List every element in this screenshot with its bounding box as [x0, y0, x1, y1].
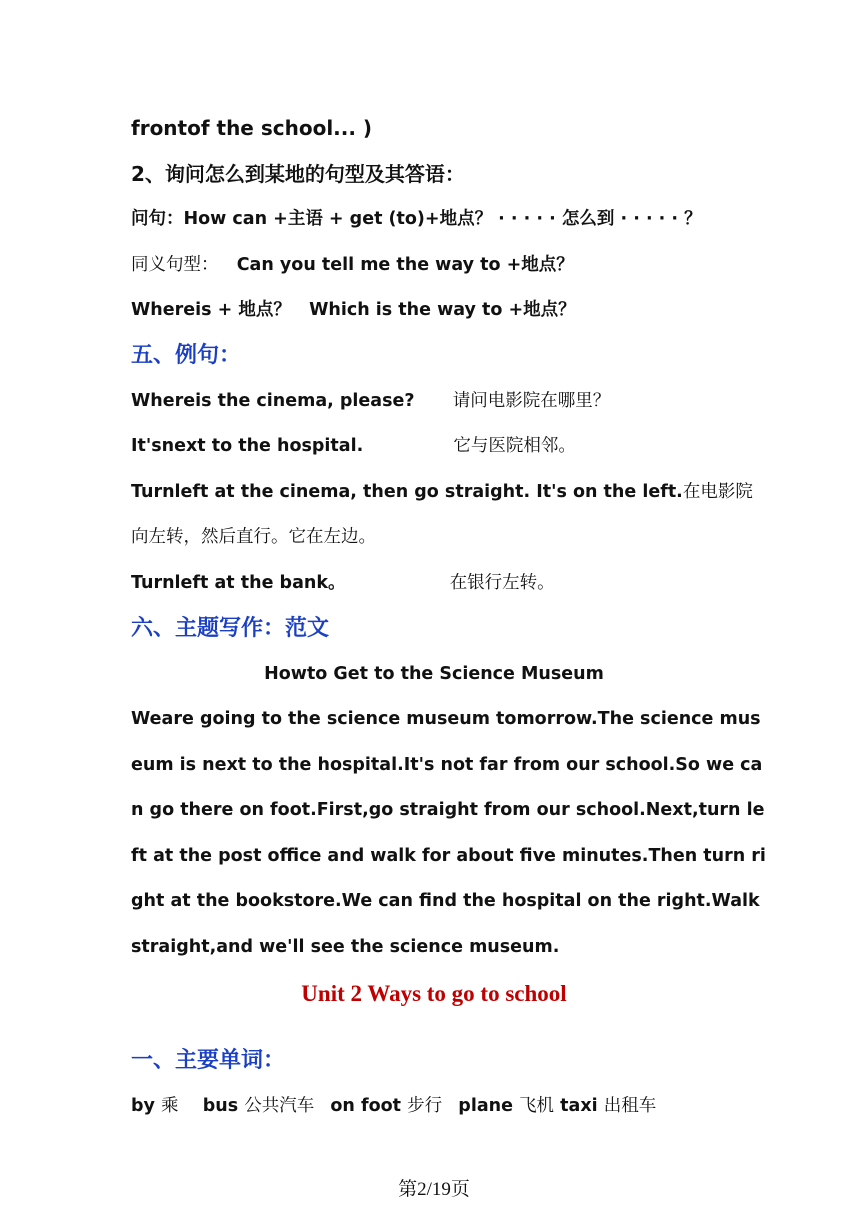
- word-en: on foot: [330, 1096, 402, 1116]
- subsection-title: 2、询问怎么到某地的句型及其答语：: [131, 162, 465, 186]
- word-cn: 乘: [161, 1096, 179, 1116]
- section-heading-writing: 六、主题写作：范文: [131, 616, 330, 641]
- essay-line: Weare going to the science museum tomorrow.The science mus: [131, 709, 761, 729]
- example-english: Turnleft at the cinema, then go straight. It's on the left.: [131, 482, 683, 502]
- word-en: taxi: [560, 1096, 598, 1116]
- word-en: by: [131, 1096, 155, 1116]
- example-chinese-continued: [131, 525, 376, 549]
- example-chinese: 在银行左转。: [449, 573, 555, 593]
- example-english: It'snext to the hospital.: [131, 436, 364, 456]
- section-heading-examples: 五、例句：: [131, 343, 242, 368]
- synonym-sentence: Can you tell me the way to +地点？: [236, 255, 574, 275]
- example-chinese: 请问电影院在哪里？: [452, 391, 611, 411]
- example-sentence: [131, 480, 753, 504]
- synonym-pattern: [131, 253, 574, 277]
- question-pattern: 问句：How can +主语 + get (to)+地点？ · · · · · 怎么到 · · · · · ？: [131, 209, 702, 229]
- page-number: 第2/19页: [398, 1179, 470, 1200]
- word-cn: 步行: [407, 1096, 443, 1116]
- example-english: Turnleft at the bank。: [131, 573, 346, 593]
- unit-title: Unit 2 Ways to go to school: [301, 981, 567, 1006]
- essay-line: straight,and we'll see the science museum.: [131, 937, 560, 957]
- section-heading-vocabulary: 一、主要单词：: [131, 1048, 286, 1073]
- example-chinese: 它与医院相邻。: [453, 436, 576, 456]
- example-english: Whereis the cinema, please?: [131, 391, 415, 411]
- example-chinese: 在电影院: [682, 482, 753, 502]
- vocabulary-line: [131, 1094, 656, 1118]
- essay-line: eum is next to the hospital.It's not far from our school.So we ca: [131, 755, 763, 775]
- example-sentence: [131, 389, 610, 413]
- essay-line: n go there on foot.First,go straight from our school.Next,turn le: [131, 800, 765, 820]
- essay-line: ft at the post office and walk for about five minutes.Then turn ri: [131, 846, 766, 866]
- word-cn: 飞机: [519, 1096, 555, 1116]
- word-cn: 出租车: [603, 1096, 657, 1116]
- example-chinese: 向左转，然后直行。它在左边。: [131, 527, 376, 547]
- essay-line: ght at the bookstore.We can find the hospital on the right.Walk: [131, 891, 760, 911]
- synonym-label: 同义句型：: [131, 255, 219, 275]
- word-cn: 公共汽车: [244, 1096, 315, 1116]
- essay-title: Howto Get to the Science Museum: [264, 664, 604, 684]
- example-sentence: [131, 434, 576, 458]
- where-is-pattern: Whereis + 地点？: [131, 300, 291, 320]
- which-way-pattern: Which is the way to +地点？: [309, 300, 576, 320]
- word-en: plane: [458, 1096, 513, 1116]
- example-sentence: [131, 571, 555, 595]
- where-pattern: [131, 298, 576, 322]
- word-en: bus: [202, 1096, 239, 1116]
- continued-text: frontof the school... ): [131, 116, 373, 140]
